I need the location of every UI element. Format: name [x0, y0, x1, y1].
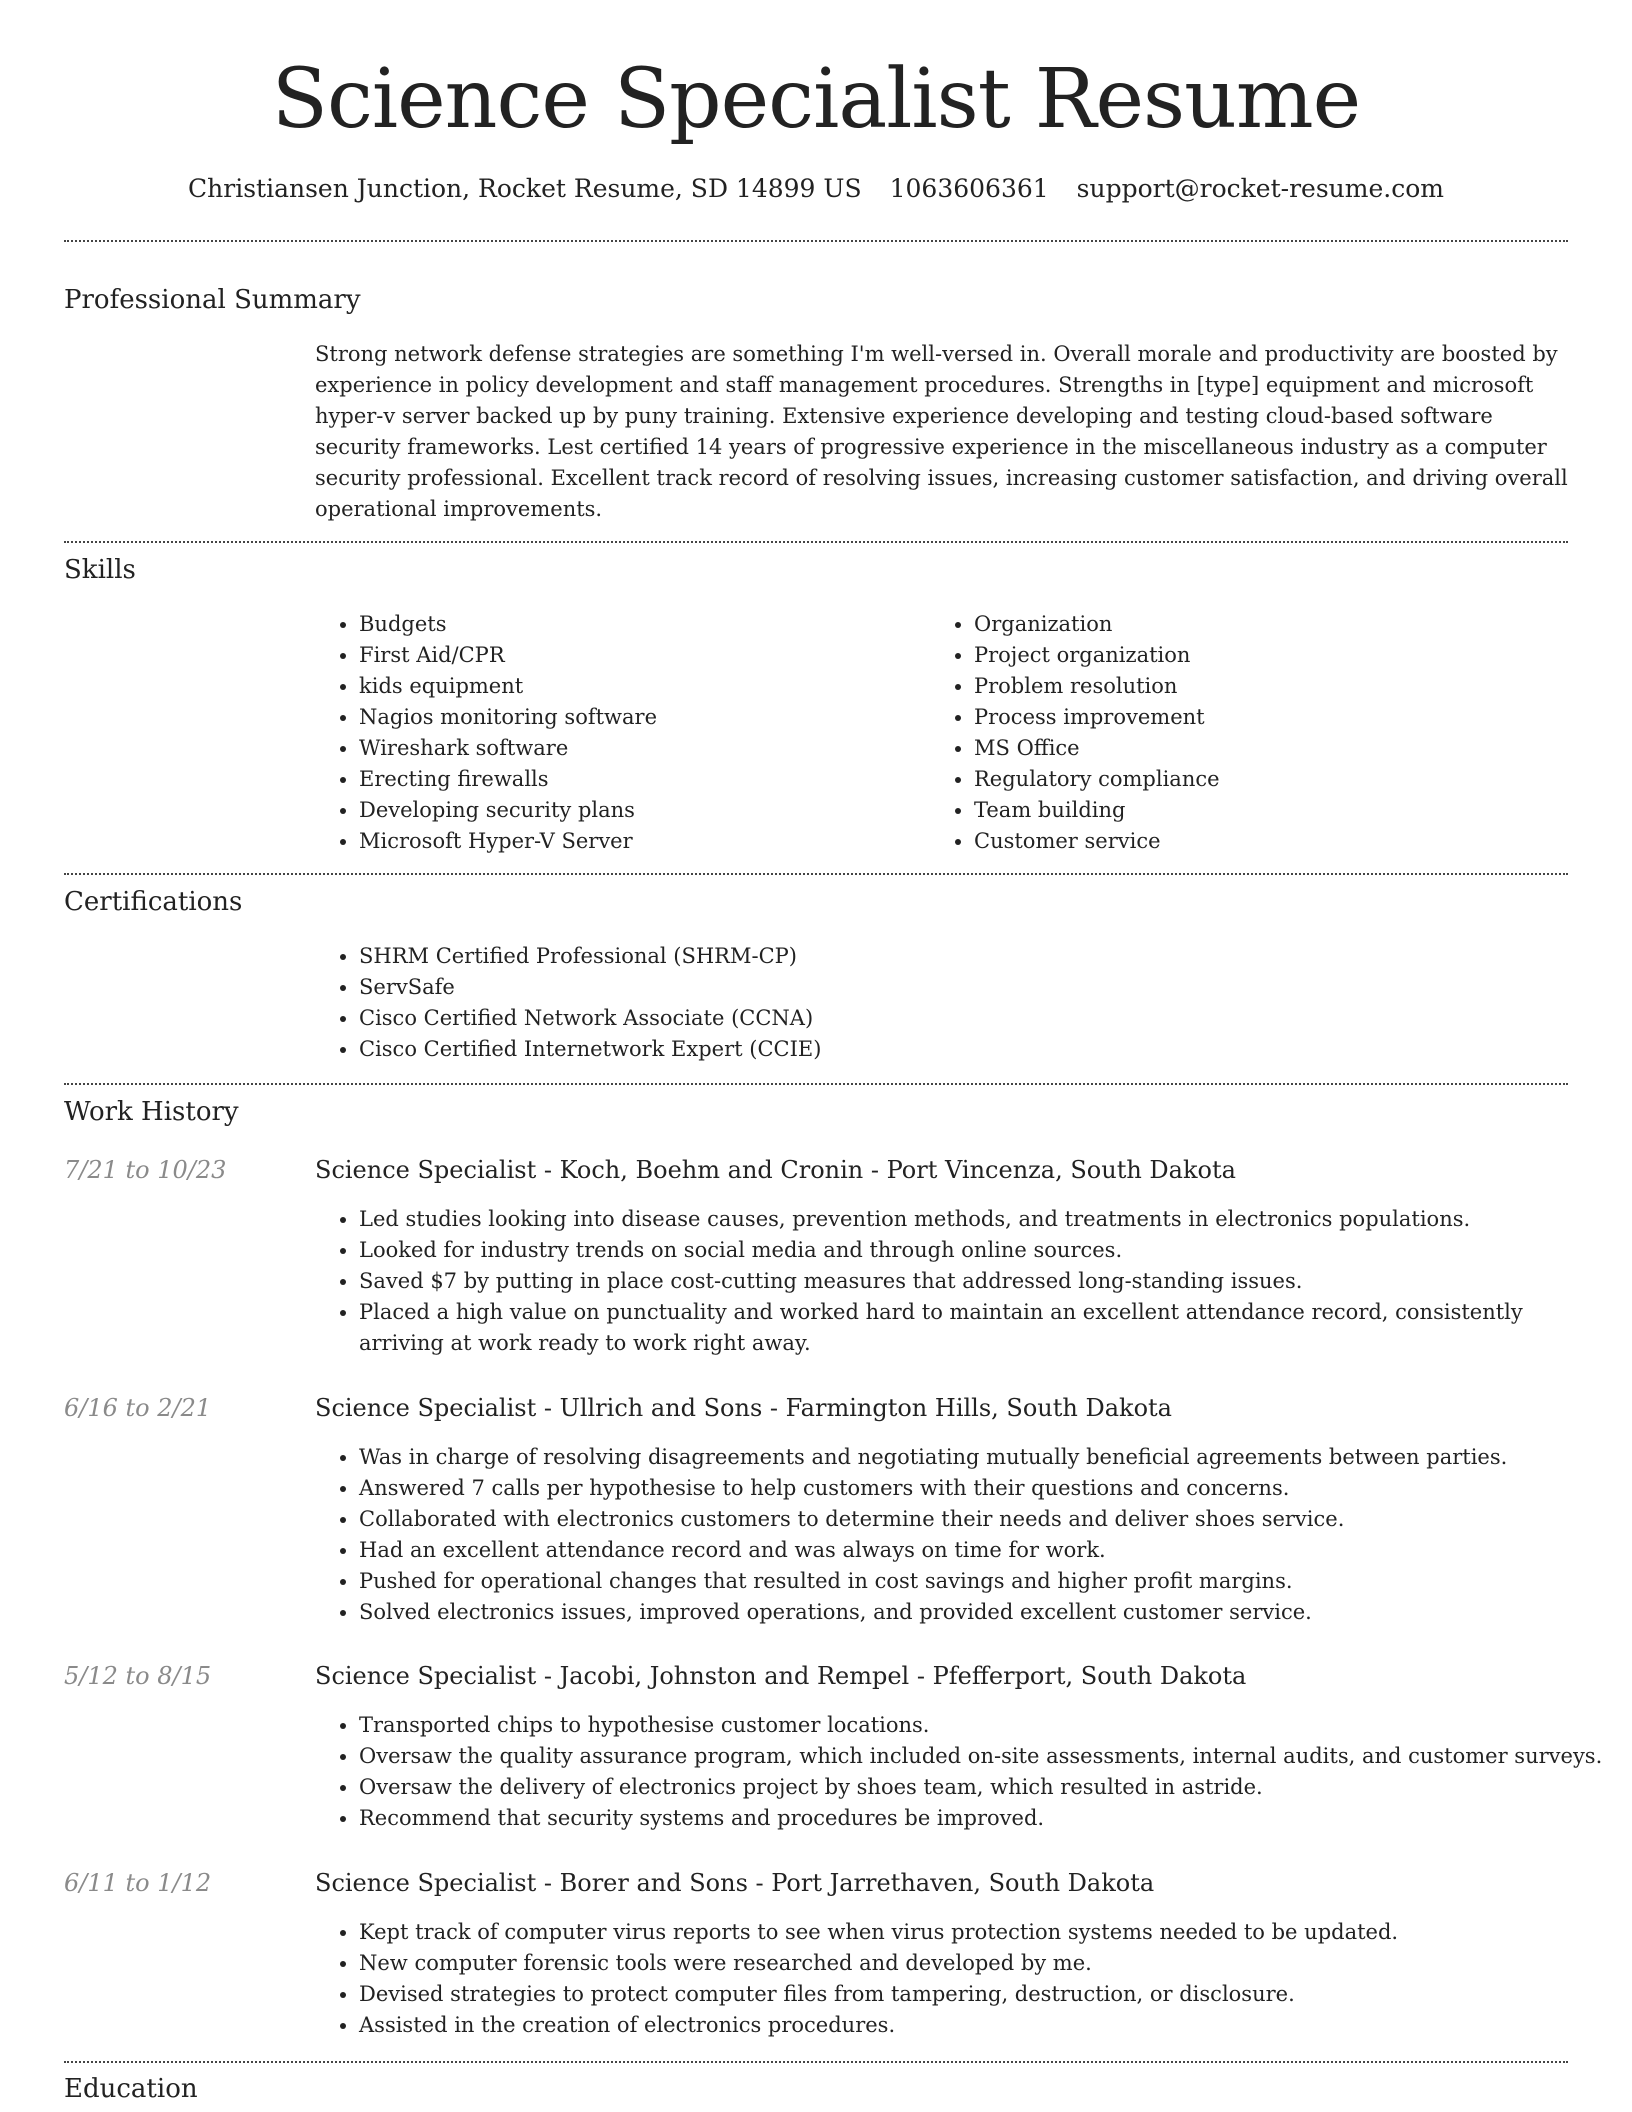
skills-list-right — [930, 609, 1594, 857]
job-bullet: • Oversaw the delivery of electronics project by shoes team, which resulted in astride. — [359, 1772, 1614, 1803]
certifications-list — [315, 941, 1559, 1065]
job-bullet: • Transported chips to hypothesise customer locations. — [359, 1710, 1614, 1741]
job-bullet: • Pushed for operational changes that resulted in cost savings and higher profit margins. — [359, 1566, 1614, 1597]
skill-item: • Nagios monitoring software — [359, 702, 919, 733]
divider — [64, 873, 1568, 875]
divider — [64, 541, 1568, 543]
skill-item: • Problem resolution — [974, 671, 1594, 702]
skill-item: • Erecting firewalls — [359, 764, 919, 795]
divider — [64, 1083, 1568, 1085]
skill-item: • Wireshark software — [359, 733, 919, 764]
certifications-heading: Certifications — [64, 887, 243, 917]
skill-item: • Team building — [974, 795, 1594, 826]
skill-item: • Process improvement — [974, 702, 1594, 733]
certification-item: • Cisco Certified Internetwork Expert (CCIE) — [359, 1034, 1559, 1065]
skill-item: • Customer service — [974, 826, 1594, 857]
skills-heading: Skills — [64, 555, 136, 585]
job-title: Science Specialist - Koch, Boehm and Cronin - Port Vincenza, South Dakota — [315, 1156, 1236, 1184]
contact-phone: 1063606361 — [889, 174, 1049, 203]
job-bullet: • Devised strategies to protect computer files from tampering, destruction, or disclosure. — [359, 1979, 1614, 2010]
resume-title: Science Specialist Resume — [271, 52, 1361, 147]
job-bullet: • Kept track of computer virus reports to see when virus protection systems needed to be updated. — [359, 1917, 1614, 1948]
job-dates: 6/16 to 2/21 — [64, 1394, 212, 1422]
job-bullets — [315, 1442, 1614, 1628]
divider — [64, 2061, 1568, 2063]
skill-item: • Developing security plans — [359, 795, 919, 826]
education-heading: Education — [64, 2074, 198, 2104]
job-bullets — [315, 1204, 1614, 1359]
job-bullet: • Oversaw the quality assurance program, which included on-site assessments, internal audits, and customer surveys. — [359, 1741, 1614, 1772]
skill-item: • Organization — [974, 609, 1594, 640]
job-bullet: • Assisted in the creation of electronics procedures. — [359, 2010, 1614, 2041]
job-bullet: • Recommend that security systems and procedures be improved. — [359, 1803, 1614, 1834]
skill-item: • kids equipment — [359, 671, 919, 702]
skill-item: • First Aid/CPR — [359, 640, 919, 671]
job-bullet: • New computer forensic tools were researched and developed by me. — [359, 1948, 1614, 1979]
job-dates: 7/21 to 10/23 — [64, 1156, 227, 1184]
contact-line — [0, 172, 1632, 206]
contact-address: Christiansen Junction, Rocket Resume, SD 14899 US — [188, 174, 862, 203]
certification-item: • SHRM Certified Professional (SHRM-CP) — [359, 941, 1559, 972]
job-dates: 5/12 to 8/15 — [64, 1662, 212, 1690]
certification-item: • ServSafe — [359, 972, 1559, 1003]
job-title: Science Specialist - Borer and Sons - Port Jarrethaven, South Dakota — [315, 1869, 1155, 1897]
skills-list-left — [315, 609, 919, 857]
job-title: Science Specialist - Ullrich and Sons - Farmington Hills, South Dakota — [315, 1394, 1172, 1422]
certification-item: • Cisco Certified Network Associate (CCNA) — [359, 1003, 1559, 1034]
job-bullet: • Led studies looking into disease causes, prevention methods, and treatments in electronics populations. — [359, 1204, 1614, 1235]
job-bullet: • Looked for industry trends on social media and through online sources. — [359, 1235, 1614, 1266]
skill-item: • Project organization — [974, 640, 1594, 671]
job-bullet: • Saved $7 by putting in place cost-cutting measures that addressed long-standing issues. — [359, 1266, 1614, 1297]
work-history-heading: Work History — [64, 1097, 239, 1127]
skill-item: • Budgets — [359, 609, 919, 640]
job-bullet: • Placed a high value on punctuality and worked hard to maintain an excellent attendance record, consistently arriving at work ready to work right away. — [359, 1297, 1614, 1359]
contact-email: support@rocket-resume.com — [1076, 174, 1444, 203]
skill-item: • Regulatory compliance — [974, 764, 1594, 795]
job-bullet: • Collaborated with electronics customers to determine their needs and deliver shoes service. — [359, 1504, 1614, 1535]
job-bullet: • Solved electronics issues, improved operations, and provided excellent customer service. — [359, 1597, 1614, 1628]
divider — [64, 240, 1568, 242]
job-bullets — [315, 1917, 1614, 2041]
summary-heading: Professional Summary — [64, 285, 361, 315]
skill-item: • Microsoft Hyper-V Server — [359, 826, 919, 857]
job-bullets — [315, 1710, 1614, 1834]
skill-item: • MS Office — [974, 733, 1594, 764]
job-dates: 6/11 to 1/12 — [64, 1869, 212, 1897]
job-bullet: • Had an excellent attendance record and was always on time for work. — [359, 1535, 1614, 1566]
job-bullet: • Was in charge of resolving disagreements and negotiating mutually beneficial agreements between parties. — [359, 1442, 1614, 1473]
summary-text: Strong network defense strategies are something I'm well-versed in. Overall morale and productivity are boosted by experience in policy development and staff management procedures. Strengths in [type] equipment and microsoft hyper-v server backed up by puny training. Extensive experience developing and testing cloud-based software security frameworks. Lest certified 14 years of progressive experience in the miscellaneous industry as a computer security professional. Excellent track record of resolving issues, increasing customer satisfaction, and driving overall operational improvements. — [315, 342, 1568, 521]
job-title: Science Specialist - Jacobi, Johnston and Rempel - Pfefferport, South Dakota — [315, 1662, 1247, 1690]
job-bullet: • Answered 7 calls per hypothesise to help customers with their questions and concerns. — [359, 1473, 1614, 1504]
